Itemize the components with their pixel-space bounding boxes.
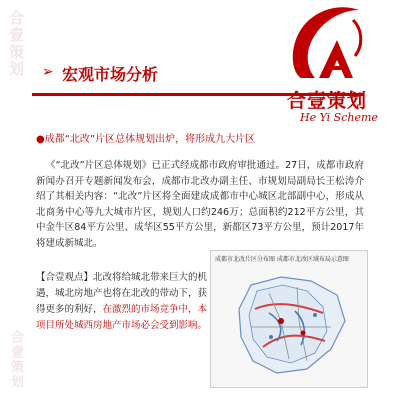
logo-mark-icon bbox=[283, 0, 369, 88]
logo-chinese-name: 合壹策划 bbox=[287, 90, 368, 112]
watermark-text-bottom: 合壹策划 bbox=[8, 330, 23, 390]
viewpoint-label: 【合壹观点】 bbox=[36, 272, 94, 283]
logo-english-name: He Yi Scheme bbox=[300, 111, 378, 124]
map-caption: 成都市北改片区分布图 成都市北改区域布局示意图 bbox=[215, 256, 349, 263]
section-title: 宏观市场分析 bbox=[62, 65, 159, 84]
news-headline: ●成都“北改”片区总体规划出炉，将形成九大片区 bbox=[36, 134, 256, 145]
district-map-image bbox=[210, 250, 368, 388]
viewpoint-paragraph bbox=[36, 270, 214, 334]
news-paragraph-text: 《“北改”片区总体规划》已正式经成都市政府审批通过。27日，成都市政府新闻办召开专题新闻发布会，成都市北改办副主任、市规划局副局长王松涛介绍了其相关内容：“北改”片区将全面建成成都市中心城区北部副中心，形成从北商务中心等九大城市片区，规划人口约246万；总面积约212平方公里，其中金牛区84平方公里、成华区55平方公里，新都区73平方公里，预计2017年将建成新城北。 bbox=[36, 160, 364, 249]
watermark-text-top: 合壹策划 bbox=[7, 10, 25, 78]
arrow-bullet-icon: ➢ bbox=[42, 64, 54, 80]
news-paragraph bbox=[36, 158, 364, 251]
district-map-drawing bbox=[211, 251, 367, 387]
viewpoint-highlight: 在激烈的市场竞争中，本项目所处城西房地产市场必会受到影响。 bbox=[36, 304, 208, 331]
section-header bbox=[42, 62, 267, 86]
viewpoint-text: 北改将给城北带来巨大的机遇，城北房地产也将在北改的带动下，获得更多的利好， bbox=[36, 272, 208, 315]
